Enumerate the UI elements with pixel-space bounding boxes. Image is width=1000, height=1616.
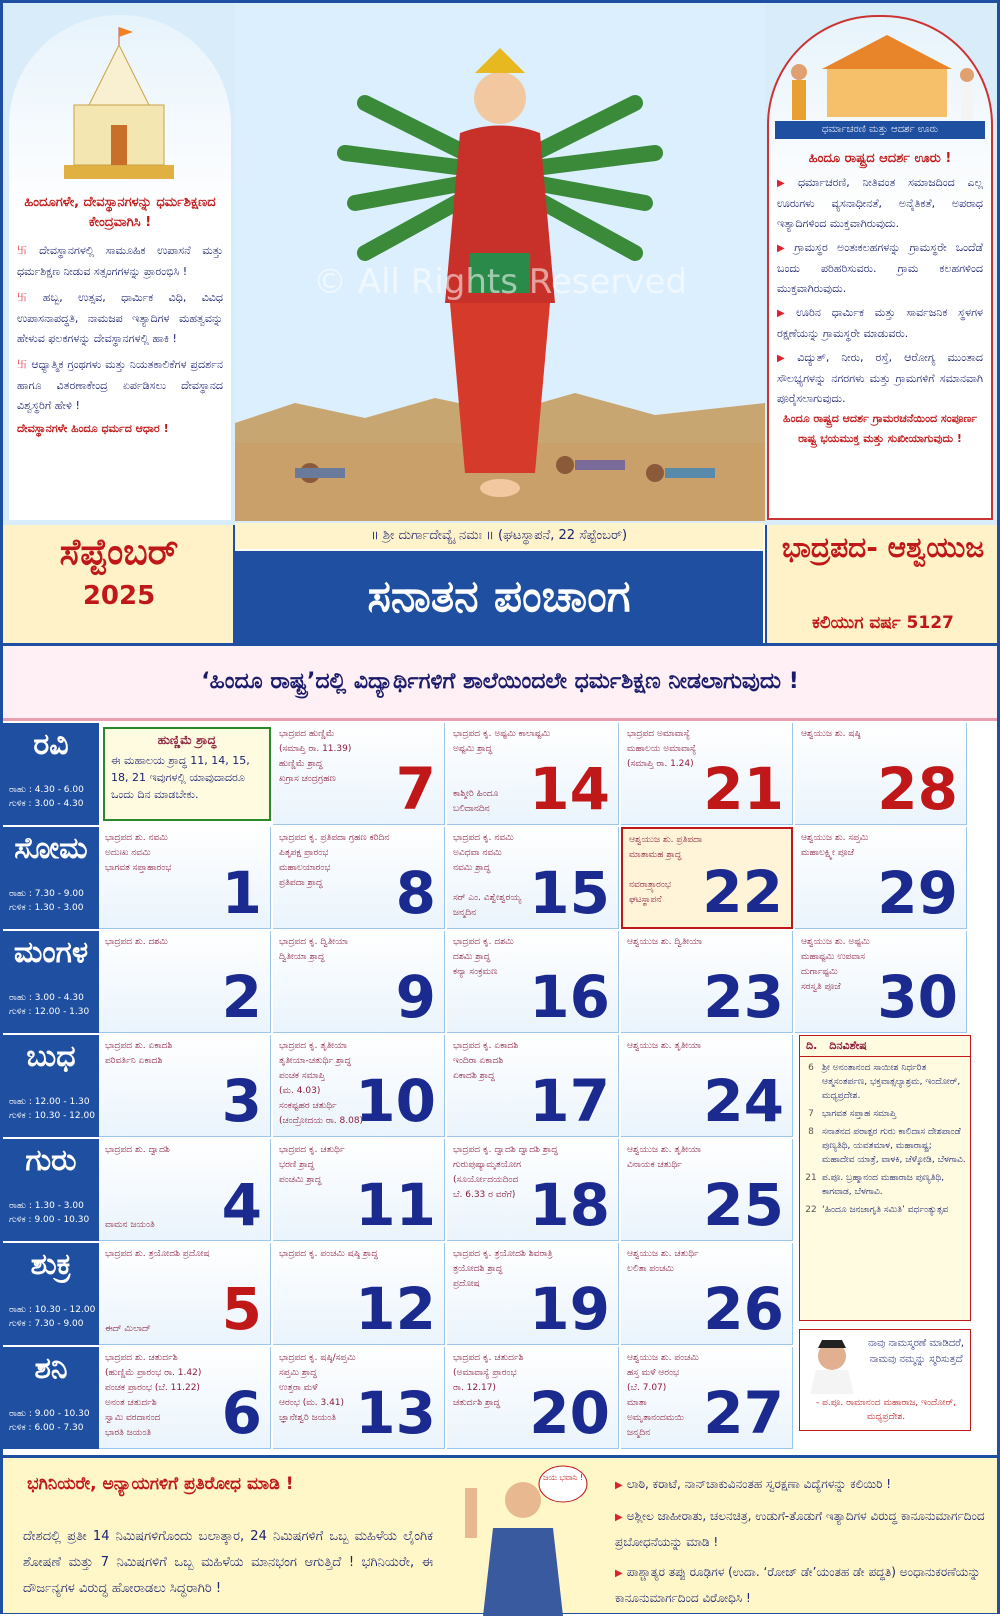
weekday-4 — [3, 1139, 99, 1241]
date-number: 23 — [703, 963, 784, 1031]
date-events: ಭಾದ್ರಪದ ಕೃ. ಪ್ರತಿಪದಾ ಗ್ರಹಣ ಕರಿದಿನ ಪಿತೃಪಕ್ಷ ಪ್ರಾರಂಭ ಮಹಾಲಯಾರಂಭ ಪ್ರತಿಪದಾ ಶ್ರಾದ್ಧ — [279, 833, 390, 888]
date-number: 27 — [703, 1379, 784, 1447]
rahu-gulika — [3, 1095, 95, 1123]
bottom-point-2: ಅಶ್ಲೀಲ ಜಾಹೀರಾತು, ಚಲನಚಿತ್ರ, ಉಡುಗೆ-ತೊಡುಗೆ ಇತ್ಯಾದಿಗಳ ವಿರುದ್ಧ ಕಾನೂನುಮಾರ್ಗದಿಂದ ಪ್ರಬೋಧನೆಯನ್ನು ಮಾಡಿ ! — [615, 1509, 985, 1549]
date-events: ಭಾದ್ರಪದ ಕೃ. ತ್ರಯೋದಶಿ ಶಿವರಾತ್ರಿ ತ್ರಯೋದಶಿ ಶ್ರಾದ್ಧ ಪ್ರದೋಷ — [453, 1249, 553, 1289]
date-events: ಭಾದ್ರಪದ ಅಮಾವಾಸ್ಯೆ ಮಹಾಲಯ ಅಮಾವಾಸ್ಯೆ (ಸಮಾಪ್ತಿ ರಾ. 1.24) — [627, 729, 697, 769]
date-cell-30[interactable] — [795, 931, 967, 1033]
rahu-gulika — [3, 1199, 89, 1227]
date-number: 7 — [395, 755, 436, 823]
date-events: ಆಶ್ವಯುಜ ಶು. ಷಷ್ಠಿ — [801, 729, 861, 739]
bottom-point-1: ಲಾಠಿ, ಕರಾಟೆ, ನಾನ್‌ಚಾಕುವಿನಂತಹ ಸ್ವರಕ್ಷಣಾ ವಿದ್ಯೆಗಳನ್ನು ಕಲಿಯಿರಿ ! — [626, 1477, 892, 1491]
date-events: ಆಶ್ವಯುಜ ಶು. ದ್ವಿತೀಯಾ — [627, 937, 703, 947]
date-cell-20[interactable] — [447, 1347, 619, 1449]
special-text: ‘ಹಿಂದೂ ಜನಜಾಗೃತಿ ಸಮಿತಿ’ ವರ್ಧಂತ್ಯುತ್ಸವ — [822, 1205, 949, 1215]
rahu-gulika — [3, 1407, 90, 1435]
date-cell-8[interactable] — [273, 827, 445, 929]
date-cell-16[interactable] — [447, 931, 619, 1033]
date-number: 14 — [529, 755, 610, 823]
weekday-name: ಮಂಗಳ — [13, 935, 89, 970]
date-cell-2[interactable] — [99, 931, 271, 1033]
date-cell-14[interactable] — [447, 723, 619, 825]
top-band — [3, 3, 997, 525]
date-cell-7[interactable] — [273, 723, 445, 825]
date-events: ಆಶ್ವಯುಜ ಶು. ತೃತೀಯಾ — [627, 1041, 701, 1051]
special-day: 8 — [808, 1127, 814, 1137]
watermark: © All Rights Reserved — [312, 262, 688, 302]
gulika-time: ಗುಳಿಕ : 1.30 - 3.00 — [9, 903, 84, 913]
hunnime-note — [103, 727, 271, 821]
village-illustration — [777, 27, 983, 127]
date-number: 1 — [221, 859, 262, 927]
date-cell-18[interactable] — [447, 1139, 619, 1241]
weekday-2 — [3, 931, 99, 1033]
date-cell-9[interactable] — [273, 931, 445, 1033]
right-panel-point-2: ಗ್ರಾಮಸ್ಥರ ಅಂತಃಕಲಹಗಳನ್ನು ಗ್ರಾಮಸ್ಥರೇ ಒಂದೆಡೆ ಬಂದು ಪರಿಹರಿಸುವರು. ಗ್ರಾಮ ಕಲಹಗಳಿಂದ ಮುಕ್ತವಾಗಿರುವುದು. — [777, 241, 983, 295]
temple-illustration — [49, 25, 189, 185]
date-number: 29 — [877, 859, 958, 927]
weekday-0 — [3, 723, 99, 825]
weekday-name: ರವಿ — [33, 727, 69, 762]
date-events: ಭಾದ್ರಪದ ಶು. ದಶಮಿ — [105, 937, 168, 947]
rahu-time: ರಾಹು : 4.30 - 6.00 — [9, 785, 84, 795]
gulika-time: ಗುಳಿಕ : 10.30 - 12.00 — [9, 1111, 95, 1121]
date-cell-28[interactable] — [795, 723, 967, 825]
quote-box — [799, 1329, 971, 1431]
date-number: 6 — [221, 1379, 262, 1447]
right-panel-point-4: ವಿದ್ಯುತ್, ನೀರು, ರಸ್ತೆ, ಆರೋಗ್ಯ ಮುಂತಾದ ಸೌಲಭ್ಯಗಳನ್ನು ನಗರಗಳು ಮತ್ತು ಗ್ರಾಮಗಳಿಗೆ ಸಮಾನವಾಗಿ ಪೂರೈಸಲಾಗುವುದು. — [777, 351, 983, 405]
year: 2025 — [82, 581, 156, 611]
date-cell-15[interactable] — [447, 827, 619, 929]
date-cell-13[interactable] — [273, 1347, 445, 1449]
date-events: ಭಾದ್ರಪದ ಕೃ. ಅಷ್ಟಮಿ ಕಾಲಾಷ್ಟಮಿ ಅಷ್ಟಮಿ ಶ್ರಾದ್ಧ ಕಾಶ್ಮೀರಿ ಹಿಂದೂ ಬಲಿದಾನದಿನ — [453, 729, 551, 814]
weekday-1 — [3, 827, 99, 929]
date-events: ಭಾದ್ರಪದ ಕೃ. ದಶಮಿ ದಶಮಿ ಶ್ರಾದ್ಧ ಕನ್ಯಾ ಸಂಕ್ರಮಣ — [453, 937, 514, 977]
page-title: ಸನಾತನ ಪಂಚಾಂಗ — [235, 551, 763, 643]
date-cell-27[interactable] — [621, 1347, 793, 1449]
special-text: ಭಾಗವತ ಸಪ್ತಾಹ ಸಮಾಪ್ತಿ — [822, 1109, 897, 1119]
rahu-time: ರಾಹು : 9.00 - 10.30 — [9, 1409, 90, 1419]
bottom-point-3: ಪಾಶ್ಚಾತ್ಯರ ತಪ್ಪು ರೂಢಿಗಳ (ಉದಾ. ‘ರೋಜ್ ಡೇ’ಯಂತಹ ಡೇ ಪದ್ಧತಿ) ಅಂಧಾನುಕರಣೆಯನ್ನು ಕಾನೂನುಮಾರ್ಗದಿಂದ ವಿರೋಧಿಸಿ ! — [615, 1565, 981, 1605]
date-cell-10[interactable] — [273, 1035, 445, 1137]
date-cell-11[interactable] — [273, 1139, 445, 1241]
date-number: 5 — [221, 1275, 262, 1343]
hunnime-text: ಈ ಮಹಾಲಯ ಶ್ರಾದ್ಧ 11, 14, 15, 18, 21 ಇವುಗಳಲ್ಲಿ ಯಾವುದಾದರೂ ಒಂದು ದಿನ ಮಾಡಬೇಕು. — [111, 754, 250, 801]
date-number: 12 — [355, 1275, 436, 1343]
hunnime-title: ಹುಣ್ಣಿಮೆ ಶ್ರಾದ್ಧ — [157, 733, 217, 747]
date-number: 30 — [877, 963, 958, 1031]
quote-author: - ಪ.ಪೂ. ರಾಮಾನಂದ ಮಹಾರಾಜ, ಇಂದೋರ್, ಮಧ್ಯಪ್ರದೇಶ. — [815, 1398, 957, 1422]
date-number: 17 — [529, 1067, 610, 1135]
rahu-time: ರಾಹು : 1.30 - 3.00 — [9, 1201, 84, 1211]
rahu-time: ರಾಹು : 7.30 - 9.00 — [9, 889, 84, 899]
date-events: ಭಾದ್ರಪದ ಶು. ನವಮಿ ಅದುಃಖ ನವಮಿ ಭಾಗವತ ಸಪ್ತಾಹಾರಂಭ — [105, 833, 172, 873]
left-panel-footer: ದೇವಸ್ಥಾನಗಳೇ ಹಿಂದೂ ಧರ್ಮದ ಆಧಾರ ! — [17, 422, 169, 435]
date-events: ಭಾದ್ರಪದ ಶು. ತ್ರಯೋದಶಿ ಪ್ರದೋಷ ಈದ್ ಮಿಲಾದ್ — [105, 1249, 210, 1334]
weekday-3 — [3, 1035, 99, 1137]
date-events: ಭಾದ್ರಪದ ಕೃ. ತೃತೀಯಾ ತೃತೀಯಾ-ಚತುರ್ಥಿ ಶ್ರಾದ್ಧ ಪಂಚಕ ಸಮಾಪ್ತಿ (ಮ. 4.03) ಸಂಕಷ್ಟಹರ ಚತುರ್ಥಿ (ಚಂದ್ರೋದಯ ರಾ. 8.08) — [279, 1041, 364, 1126]
date-cell-4[interactable] — [99, 1139, 271, 1241]
date-events: ಭಾದ್ರಪದ ಕೃ. ಪಂಚಮಿ ಷಷ್ಠಿ ಶ್ರಾದ್ಧ — [279, 1249, 378, 1259]
date-cell-24[interactable] — [621, 1035, 793, 1137]
date-number: 11 — [355, 1171, 436, 1239]
date-events: ಭಾದ್ರಪದ ಕೃ. ದ್ವಿತೀಯಾ ದ್ವಿತೀಯಾ ಶ್ರಾದ್ಧ — [279, 937, 348, 962]
rahu-gulika — [3, 887, 84, 915]
date-cell-3[interactable] — [99, 1035, 271, 1137]
special-row — [800, 1203, 970, 1217]
bottom-text: ದೇಶದಲ್ಲಿ ಪ್ರತೀ 14 ನಿಮಿಷಗಳಿಗೊಂದು ಬಲಾತ್ಕಾರ, 24 ನಿಮಿಷಗಳಿಗೆ ಒಬ್ಬ ಮಹಿಳೆಯ ಲೈಂಗಿಕ ಶೋಷಣೆ ಮತ್ತು 7 ನಿಮಿಷಗಳಿಗೆ ಒಬ್ಬ ಮಹಿಳೆಯ ಮಾನಭಂಗ ಆಗುತ್ತಿದೆ ! ಭಗಿನಿಯರೇ, ಈ ದೌರ್ಜನ್ಯಗಳ ವಿರುದ್ಧ ಹೋರಾಡಲು ಸಿದ್ಧರಾಗಿರಿ ! — [23, 1529, 433, 1596]
date-events: ಆಶ್ವಯುಜ ಶು. ಸಪ್ತಮಿ ಮಹಾಲಕ್ಷ್ಮೀ ಪೂಜೆ — [801, 833, 869, 858]
special-day: 21 — [805, 1173, 817, 1183]
slogan-banner: ‘ಹಿಂದೂ ರಾಷ್ಟ್ರ’ದಲ್ಲಿ ವಿದ್ಯಾರ್ಥಿಗಳಿಗೆ ಶಾಲೆಯಿಂದಲೇ ಧರ್ಮಶಿಕ್ಷಣ ನೀಡಲಾಗುವುದು ! — [3, 643, 997, 721]
left-panel-point-2: ಹಬ್ಬ, ಉತ್ಸವ, ಧಾರ್ಮಿಕ ವಿಧಿ, ವಿವಿಧ ಉಪಾಸನಾಪದ್ಧತಿ, ನಾಮಜಪ ಇತ್ಯಾದಿಗಳ ಮಹತ್ವವನ್ನು ಹೇಳುವ ಫಲಕಗಳನ್ನು ದೇವಸ್ಥಾನಗಳಲ್ಲಿ ಹಾಕಿ ! — [17, 291, 223, 345]
date-cell-26[interactable] — [621, 1243, 793, 1345]
date-number: 24 — [703, 1067, 784, 1135]
date-number: 13 — [355, 1379, 436, 1447]
rahu-gulika — [3, 1303, 95, 1331]
date-number: 20 — [529, 1379, 610, 1447]
date-number: 4 — [221, 1171, 262, 1239]
rahu-time: ರಾಹು : 10.30 - 12.00 — [9, 1305, 96, 1315]
date-cell-6[interactable] — [99, 1347, 271, 1449]
kaliyuga-year: ಕಲಿಯುಗ ವರ್ಷ 5127 — [812, 613, 954, 633]
special-days-box — [799, 1035, 971, 1321]
right-panel-caption: ಧರ್ಮಾಚರಣಿ ಮತ್ತು ಆದರ್ಶ ಊರು — [775, 121, 985, 139]
date-events: ಭಾದ್ರಪದ ಕೃ. ಷಷ್ಠಿ/ಸಪ್ತಮಿ ಸಪ್ತಮಿ ಶ್ರಾದ್ಧ ಉತ್ತರಾ ಮಳೆ ಆರಂಭ (ಮ. 3.41) ಜ್ಞಾನೇಶ್ವರಿ ಜಯಂತಿ — [279, 1353, 356, 1423]
rahu-time: ರಾಹು : 12.00 - 1.30 — [9, 1097, 90, 1107]
date-number: 15 — [529, 859, 610, 927]
special-row — [800, 1107, 970, 1121]
weekday-6 — [3, 1347, 99, 1449]
date-events: ಭಾದ್ರಪದ ಕೃ. ನವಮಿ ಅವಿಧವಾ ನವಮಿ ನವಮಿ ಶ್ರಾದ್ಧ ಸರ್ ಎಂ. ವಿಶ್ವೇಶ್ವರಯ್ಯ ಜನ್ಮದಿನ — [453, 833, 522, 918]
date-events: ಭಾದ್ರಪದ ಕೃ. ಏಕಾದಶಿ ಇಂದಿರಾ ಏಕಾದಶಿ ಏಕಾದಶಿ ಶ್ರಾದ್ಧ — [453, 1041, 519, 1081]
right-panel-footer: ಹಿಂದೂ ರಾಷ್ಟ್ರದ ಆದರ್ಶ ಗ್ರಾಮರಚನೆಯಿಂದ ಸಂಪೂರ್ಣ ರಾಷ್ಟ್ರ ಭಯಮುಕ್ತ ಮತ್ತು ಸುಖೀಯಾಗುವುದು ! — [783, 412, 977, 445]
masa-name: ಭಾದ್ರಪದ- ಆಶ್ವಯುಜ — [781, 531, 985, 564]
date-events: ಆಶ್ವಯುಜ ಶು. ಚತುರ್ಥಿ ಲಲಿತಾ ಪಂಚಮಿ — [627, 1249, 699, 1274]
mantra-line: ॥ ಶ್ರೀ ದುರ್ಗಾದೇವ್ಯೈ ನಮಃ ॥ (ಘಟಸ್ಥಾಪನೆ, 22 ಸೆಪ್ಟೆಂಬರ್) — [235, 523, 763, 549]
masa-box — [765, 525, 997, 643]
goddess-durga-illustration — [235, 3, 765, 521]
date-number: 10 — [355, 1067, 436, 1135]
calendar-grid — [3, 723, 997, 1453]
date-events: ಭಾದ್ರಪದ ಕೃ. ದ್ವಾದಶಿ ದ್ವಾದಶಿ ಶ್ರಾದ್ಧ ಗುರುಪುಷ್ಯಾಮೃತಯೋಗ (ಸೂರ್ಯೋದಯದಿಂದ ಬೆ. 6.33 ರ ವರೆಗೆ) — [453, 1145, 558, 1200]
date-cell-29[interactable] — [795, 827, 967, 929]
date-cell-22[interactable] — [621, 827, 793, 929]
date-events: ಆಶ್ವಯುಜ ಶು. ಪ್ರತಿಪದಾ ಮಾತಾಮಹ ಶ್ರಾದ್ಧ ನವರಾತ್ರ್ಯಾರಂಭ ಘಟಸ್ಥಾಪನೆ — [629, 835, 703, 905]
date-cell-1[interactable] — [99, 827, 271, 929]
right-panel-title: ಹಿಂದೂ ರಾಷ್ಟ್ರದ ಆದರ್ಶ ಊರು ! — [808, 151, 952, 166]
right-panel: ಧರ್ಮಾಚರಣಿ ಮತ್ತು ಆದರ್ಶ ಊರು ಹಿಂದೂ ರಾಷ್ಟ್ರದ ಆದರ್ಶ ಊರು ! ▶ ಧರ್ಮಾಚರಣಿ, ನೀತಿವಂತ ಸಮಾಜದಿಂದ ಎಲ್ಲ ಊರುಗಳು ವ್ಯಸನಾಧೀನತೆ, ಅನೈತಿಕತೆ, ಅಪರಾಧ ಇತ್ಯಾದಿಗಳಿಂದ ಮುಕ್ತವಾಗಿರುವುದು. ▶ ಗ್ರಾಮಸ್ಥರ ಅಂತಃಕಲಹಗಳನ್ನು ಗ್ರಾಮಸ್ಥರೇ ಒಂದೆಡೆ ಬಂದು ಪರಿಹರಿಸುವರು. ಗ್ರಾಮ ಕಲಹಗಳಿಂದ ಮುಕ್ತವಾಗಿರುವುದು. ▶ ಊರಿನ ಧಾರ್ಮಿಕ ಮತ್ತು ಸಾರ್ವಜನಿಕ ಸ್ಥಳಗಳ ರಕ್ಷಣೆಯನ್ನು ಗ್ರಾಮಸ್ಥರೇ ಮಾಡುವರು. ▶ ವಿದ್ಯುತ್, ನೀರು, ರಸ್ತೆ, ಆರೋಗ್ಯ ಮುಂತಾದ ಸೌಲಭ್ಯಗಳನ್ನು ನಗರಗಳು ಮತ್ತು ಗ್ರಾಮಗಳಿಗೆ ಸಮಾನವಾಗಿ ಪೂರೈಸಲಾಗುವುದು. ಹಿಂದೂ ರಾಷ್ಟ್ರದ ಆದರ್ಶ ಗ್ರಾಮರಚನೆಯಿಂದ ಸಂಪೂರ್ಣ ರಾಷ್ಟ್ರ ಭಯಮುಕ್ತ ಮತ್ತು ಸುಖೀಯಾಗುವುದು ! — [767, 15, 993, 520]
date-number: 16 — [529, 963, 610, 1031]
date-cell-23[interactable] — [621, 931, 793, 1033]
weekday-name: ಸೋಮ — [14, 831, 88, 866]
date-cell-25[interactable] — [621, 1139, 793, 1241]
weekday-5 — [3, 1243, 99, 1345]
date-cell-12[interactable] — [273, 1243, 445, 1345]
left-panel-title: ಹಿಂದೂಗಳೇ, ದೇವಸ್ಥಾನಗಳನ್ನು ಧರ್ಮಶಿಕ್ಷಣದ ಕೇಂದ್ರವಾಗಿಸಿ ! — [24, 195, 216, 230]
left-panel: ಹಿಂದೂಗಳೇ, ದೇವಸ್ಥಾನಗಳನ್ನು ಧರ್ಮಶಿಕ್ಷಣದ ಕೇಂದ್ರವಾಗಿಸಿ ! 卐 ದೇವಸ್ಥಾನಗಳಲ್ಲಿ ಸಾಮೂಹಿಕ ಉಪಾಸನೆ ಮತ್ತು ಧರ್ಮಶಿಕ್ಷಣ ನೀಡುವ ಸತ್ಸಂಗಗಳನ್ನು ಪ್ರಾರಂಭಿಸಿ ! 卐 ಹಬ್ಬ, ಉತ್ಸವ, ಧಾರ್ಮಿಕ ವಿಧಿ, ವಿವಿಧ ಉಪಾಸನಾಪದ್ಧತಿ, ನಾಮಜಪ ಇತ್ಯಾದಿಗಳ ಮಹತ್ವವನ್ನು ಹೇಳುವ ಫಲಕಗಳನ್ನು ದೇವಸ್ಥಾನಗಳಲ್ಲಿ ಹಾಕಿ ! 卐 ಆಧ್ಯಾತ್ಮಿಕ ಗ್ರಂಥಗಳು ಮತ್ತು ನಿಯತಕಾಲಿಕೆಗಳ ಪ್ರದರ್ಶನ ಹಾಗೂ ವಿತರಣಾಕೇಂದ್ರ ಏರ್ಪಡಿಸಲು ದೇವಸ್ಥಾನದ ವಿಶ್ವಸ್ಥರಿಗೆ ಹೇಳಿ ! ದೇವಸ್ಥಾನಗಳೇ ಹಿಂದೂ ಧರ್ಮದ ಆಧಾರ ! — [9, 15, 231, 520]
date-cell-5[interactable] — [99, 1243, 271, 1345]
quote-text: ನಾವು ನಾಮಸ್ಮರಣೆ ಮಾಡಿದರೆ, ನಾಮವು ನಮ್ಮನ್ನು ಸ್ಮರಿಸುತ್ತದೆ — [867, 1338, 965, 1365]
month-name: ಸೆಪ್ಟೆಂಬರ್ — [59, 532, 179, 573]
date-number: 2 — [221, 963, 262, 1031]
gulika-time: ಗುಳಿಕ : 12.00 - 1.30 — [9, 1007, 90, 1017]
gulika-time: ಗುಳಿಕ : 3.00 - 4.30 — [9, 799, 84, 809]
speech-bubble: ಜಯ ಭವಾನಿ ! — [542, 1473, 584, 1482]
date-number: 19 — [529, 1275, 610, 1343]
rahu-time: ರಾಹು : 3.00 - 4.30 — [9, 993, 84, 1003]
date-events: ಭಾದ್ರಪದ ಹುಣ್ಣಿಮೆ (ಸಮಾಪ್ತಿ ರಾ. 11.39) ಹುಣ್ಣಿಮೆ ಶ್ರಾದ್ಧ ಖಗ್ರಾಸ ಚಂದ್ರಗ್ರಹಣ — [279, 729, 352, 784]
gulika-time: ಗುಳಿಕ : 7.30 - 9.00 — [9, 1319, 84, 1329]
date-events: ಭಾದ್ರಪದ ಶು. ಚತುರ್ದಶಿ (ಹುಣ್ಣಿಮೆ ಪ್ರಾರಂಭ ರಾ. 1.42) ಪಂಚಕ ಪ್ರಾರಂಭ (ಬೆ. 11.22) ಅನಂತ ಚತುರ್ದಶಿ ಸ್ವಾಮಿ ವರದಾನಂದ ಭಾರತಿ ಜಯಂತಿ — [105, 1353, 202, 1438]
left-panel-point-3: ಆಧ್ಯಾತ್ಮಿಕ ಗ್ರಂಥಗಳು ಮತ್ತು ನಿಯತಕಾಲಿಕೆಗಳ ಪ್ರದರ್ಶನ ಹಾಗೂ ವಿತರಣಾಕೇಂದ್ರ ಏರ್ಪಡಿಸಲು ದೇವಸ್ಥಾನದ ವಿಶ್ವಸ್ಥರಿಗೆ ಹೇಳಿ ! — [17, 358, 224, 412]
date-number: 26 — [703, 1275, 784, 1343]
date-cell-17[interactable] — [447, 1035, 619, 1137]
date-cell-21[interactable] — [621, 723, 793, 825]
bottom-right-points: ▶ ಲಾಠಿ, ಕರಾಟೆ, ನಾನ್‌ಚಾಕುವಿನಂತಹ ಸ್ವರಕ್ಷಣಾ ವಿದ್ಯೆಗಳನ್ನು ಕಲಿಯಿರಿ ! ▶ ಅಶ್ಲೀಲ ಜಾಹೀರಾತು, ಚಲನಚಿತ್ರ, ಉಡುಗೆ-ತೊಡುಗೆ ಇತ್ಯಾದಿಗಳ ವಿರುದ್ಧ ಕಾನೂನುಮಾರ್ಗದಿಂದ ಪ್ರಬೋಧನೆಯನ್ನು ಮಾಡಿ ! ▶ ಪಾಶ್ಚಾತ್ಯರ ತಪ್ಪು ರೂಢಿಗಳ (ಉದಾ. ‘ರೋಜ್ ಡೇ’ಯಂತಹ ಡೇ ಪದ್ಧತಿ) ಅಂಧಾನುಕರಣೆಯನ್ನು ಕಾನೂನುಮಾರ್ಗದಿಂದ ವಿರೋಧಿಸಿ ! — [615, 1477, 985, 1605]
saint-portrait — [804, 1334, 860, 1394]
special-day: 6 — [808, 1063, 814, 1073]
date-number: 21 — [703, 755, 784, 823]
special-day: 7 — [808, 1109, 814, 1119]
special-text: ಶ್ರೀ ಅನಂತಾನಂದ ಸಾಯೀಶ ನಿರ್ಧರಿತ ಆತ್ಮಸಂತರ್ಪಣ, ಭಕ್ತವಾತ್ಸಲ್ಯಾಶ್ರಮ, ಇಂದೋರ್, ಮಧ್ಯಪ್ರದೇಶ. — [822, 1063, 961, 1101]
special-day: 22 — [805, 1205, 817, 1215]
left-panel-point-1: ದೇವಸ್ಥಾನಗಳಲ್ಲಿ ಸಾಮೂಹಿಕ ಉಪಾಸನೆ ಮತ್ತು ಧರ್ಮಶಿಕ್ಷಣ ನೀಡುವ ಸತ್ಸಂಗಗಳನ್ನು ಪ್ರಾರಂಭಿಸಿ ! — [17, 244, 223, 278]
right-panel-point-3: ಊರಿನ ಧಾರ್ಮಿಕ ಮತ್ತು ಸಾರ್ವಜನಿಕ ಸ್ಥಳಗಳ ರಕ್ಷಣೆಯನ್ನು ಗ್ರಾಮಸ್ಥರೇ ಮಾಡುವರು. — [777, 306, 983, 340]
special-row — [800, 1171, 970, 1199]
special-row — [800, 1061, 970, 1103]
date-events: ಆಶ್ವಯುಜ ಶು. ಪಂಚಮಿ ಹಸ್ತ ಮಳೆ ಆರಂಭ (ಬೆ. 7.07) ಮಾತಾ ಅಮೃತಾನಂದಮಯಿ ಜನ್ಮದಿನ — [627, 1353, 699, 1438]
date-number: 18 — [529, 1171, 610, 1239]
special-head-title: ದಿನವಿಶೇಷ — [829, 1039, 867, 1052]
woman-illustration — [443, 1458, 613, 1616]
special-text: ಸನಾತನದ ಪರಾತ್ಪರ ಗುರು ಕಾಲಿದಾಸ ದೇಶಪಾಂಡೆ ಪುಣ್ಯತಿಥಿ, ಯವತಮಾಳ, ಮಹಾರಾಷ್ಟ್ರ; ಮಹಾದೇವ ಯಾತ್ರೆ, ವಾಳಕಿ, ಚೆಳ್ಕೋಡಿ, ಬೆಳಗಾವಿ. — [822, 1127, 966, 1165]
date-events: ಭಾದ್ರಪದ ಕೃ. ಚತುರ್ದಶಿ (ಅಮಾವಾಸ್ಯೆ ಪ್ರಾರಂಭ ರಾ. 12.17) ಚತುರ್ದಶಿ ಶ್ರಾದ್ಧ — [453, 1353, 524, 1408]
date-number: 25 — [703, 1171, 784, 1239]
special-row — [800, 1125, 970, 1167]
date-events: ಆಶ್ವಯುಜ ಶು. ತೃತೀಯಾ ವಿನಾಯಕ ಚತುರ್ಥಿ — [627, 1145, 701, 1170]
date-number: 8 — [395, 859, 436, 927]
date-events: ಭಾದ್ರಪದ ಶು. ದ್ವಾದಶಿ ವಾಮನ ಜಯಂತಿ — [105, 1145, 170, 1230]
weekday-name: ಶನಿ — [34, 1351, 68, 1386]
gulika-time: ಗುಳಿಕ : 9.00 - 10.30 — [9, 1215, 90, 1225]
weekday-name: ಬುಧ — [26, 1039, 76, 1074]
gulika-time: ಗುಳಿಕ : 6.00 - 7.30 — [9, 1423, 84, 1433]
bottom-band — [3, 1455, 997, 1613]
date-number: 28 — [877, 755, 958, 823]
date-events: ಆಶ್ವಯುಜ ಶು. ಅಷ್ಟಮಿ ಮಹಾಷ್ಟಮಿ ಉಪವಾಸ ದುರ್ಗಾಷ್ಟಮಿ ಸರಸ್ವತಿ ಪೂಜೆ — [801, 937, 870, 992]
special-head-day: ದಿ. — [806, 1039, 818, 1052]
date-number: 22 — [702, 858, 783, 926]
rahu-gulika — [3, 783, 84, 811]
date-number: 9 — [395, 963, 436, 1031]
date-cell-19[interactable] — [447, 1243, 619, 1345]
bottom-title: ಭಗಿನಿಯರೇ, ಅನ್ಯಾಯಗಳಿಗೆ ಪ್ರತಿರೋಧ ಮಾಡಿ ! — [27, 1474, 294, 1494]
weekday-name: ಗುರು — [25, 1143, 77, 1178]
rahu-gulika — [3, 991, 89, 1019]
date-events: ಭಾದ್ರಪದ ಶು. ಏಕಾದಶಿ ಪರಿವರ್ತಿನಿ ಏಕಾದಶಿ — [105, 1041, 173, 1066]
weekday-name: ಶುಕ್ರ — [30, 1247, 72, 1282]
month-box — [3, 525, 235, 643]
date-number: 3 — [221, 1067, 262, 1135]
right-panel-point-1: ಧರ್ಮಾಚರಣಿ, ನೀತಿವಂತ ಸಮಾಜದಿಂದ ಎಲ್ಲ ಊರುಗಳು ವ್ಯಸನಾಧೀನತೆ, ಅನೈತಿಕತೆ, ಅಪರಾಧ ಇತ್ಯಾದಿಗಳಿಂದ ಮುಕ್ತವಾಗಿರುವುದು. — [777, 176, 983, 230]
date-events: ಭಾದ್ರಪದ ಕೃ. ಚತುರ್ಥಿ ಭರಣಿ ಶ್ರಾದ್ಧ ಪಂಚಮಿ ಶ್ರಾದ್ಧ — [279, 1145, 345, 1185]
special-text: ಪ.ಪೂ. ಬ್ರಹ್ಮಾನಂದ ಮಹಾರಾಜ ಪುಣ್ಯತಿಥಿ, ಕಾಗವಾಡ, ಬೆಳಗಾವಿ. — [822, 1173, 945, 1197]
